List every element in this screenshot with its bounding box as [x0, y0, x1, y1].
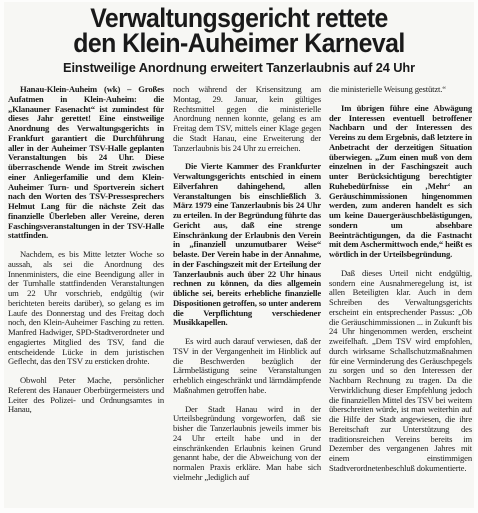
headline [23, 3, 455, 58]
paragraph: Es wird auch darauf verwiesen, daß der TSV in der Vergangenheit im Hinblick auf die Beschwerden bezüglich der Lärmbelästigung seine Veranstaltungen erheblich eingeschränkt und lärmdämpfende Maßnahmen getroffen habe. [173, 336, 321, 395]
paragraph: die ministerielle Weisung gestützt.“ [329, 85, 446, 94]
paragraph: Daß dieses Urteil nicht endgültig, sondern eine Ausnahmeregelung ist, ist allen Beteiligten klar. Auch in dem Schreiben des Verwaltungsgerichts erscheint ein entsprechender Passus: „Ob die Geräuschimmissionen ... in Zukunft bis 24 Uhr hingenommen werden, erscheint zweifelhaft. „Dem TSV wird empfohlen, durch wirksame Schallschutzmaßnahmen für eine Verminderung des Geräuschpegels zu sorgen und so den Interessen der Nachbarn Rechnung zu tragen. Da die Verwirklichung dieser Empfehlung jedoch die finanziellen Mittel des TSV bei weitem überschreiten würde, ist man weiterhin auf die Hilfe der Stadt angewiesen, die ihre Bereitschaft zur Unterstützung des traditionsreichen Vereins bereits im Dezember des vergangenen Jahres mit einem einstimmigen Stadtverordnetenbeschluß dokumentierte. [329, 267, 472, 473]
bold-paragraph: Im übrigen führe eine Abwägung der Interessen eventuell betroffener Nachbarn und der Interessen des Vereins zu dem Ergebnis, daß letztere in Anbetracht der derzeitigen Situation überwiegen. „Zum einen muß von dem einzelnen in der Faschingszeit auch unter Berücksichtigung berechtigter Ruhebedürfnisse ein ‚Mehr‘ an Geräuschimmissionen hingenommen werden, zum anderen handelt es sich um keine Dauergeräuschbelästigungen, sondern um absehbare Beeinträchtigungen, da die Fastnacht mit dem Aschermittwoch ende,“ heißt es wörtlich in der Urteilsbegründung. [329, 102, 472, 259]
paragraph: Obwohl Peter Mache, persönlicher Referent des Hanauer Oberbürgermeisters und Leiter des Polizei- und Ordnungsamtes in Hanau, [8, 375, 164, 415]
headline-line-2: den Klein-Auheimer Karneval [73, 28, 405, 58]
paragraph: noch während der Krisensitzung am Montag, 29. Januar, kein gültiges Rechtsmittel gegen die ministerielle Anordnung nennen konnte, gelang es am Freitag dem TSV, mittels einer Klage gegen die Stadt Hanau, eine Erweiterung der Tanzerlaubnis bis 24 Uhr zu erreichen. [173, 85, 321, 153]
paragraph: Nachdem, es bis Mitte letzter Woche so aussah, als sei die Anordnung des Innenministers, die eine Beendigung aller in der Turnhalle stattfindenden Veranstaltungen um 22 Uhr vorschrieb, endgültig (wir berichteten bereits darüber), so gelang es im Laufe des Donnerstag und des Freitag doch noch, den Klein-Auheimer Fasching zu retten. Manfred Hadwiger, SPD-Stadtverordneter und engagiertes Mitglied des TSV, fand die entscheidende Lücke in dem juristischen Geflecht, das den TSV zu ersticken drohte. [8, 249, 164, 367]
bold-paragraph: Die Vierte Kammer des Frankfurter Verwaltungsgerichts entschied in einem Eilverfahren dahingehend, allen Veranstaltungen bis einschließlich 3. März 1979 eine Tanzerlaubnis bis 24 Uhr zu erteilen. In der Begründung führte das Gericht aus, daß eine strenge Einschränkung der Erlaubnis den Verein in „finanziell unzumutbarer Weise“ belaste. Der Verein habe in der Annahme, in der Faschingszeit mit der Erteilung der Tanzerlaubnis auch über 22 Uhr hinaus rechnen zu können, da dies allgemein übliche sei, bereits erhebliche finanzielle Dispositionen getroffen, so unter anderem die Verpflichtung verschiedener Musikkapellen. [173, 161, 321, 328]
subheadline: Einstweilige Anordnung erweitert Tanzerlaubnis auf 24 Uhr [63, 60, 415, 75]
column-3 [329, 85, 472, 503]
headline-line-1: Verwaltungsgericht rettete [90, 3, 388, 33]
column-1 [8, 85, 164, 505]
newspaper-clipping [4, 2, 474, 508]
lead-paragraph: Hanau-Klein-Auheim (wk) – Großes Aufatmen in Klein-Auheim: die „Klanauner Fasenacht“ ist zumindest für dieses Jahr gerettet! Eine einstweilige Anordnung des Verwaltungsgerichts in Frankfurt garantiert die Durchführung aller in der Auheimer TSV-Halle geplanten Veranstaltungen bis 24 Uhr. Diese überraschende Wende im Streit zwischen einer Anliegerfamilie und dem Klein-Auheimer Turn- und Sportverein sichert nach den Worten des TSV-Pressesprechers Helmut Lang für die nächste Zeit das finanzielle Überleben aller Vereine, deren Faschingsveranstaltungen in der TSV-Halle stattfinden. [8, 85, 164, 241]
column-2 [173, 85, 321, 503]
paragraph: Der Stadt Hanau wird in der Urteilsbegründung vorgeworfen, daß sie bisher die Tanzerlaubnis jeweils immer bis 24 Uhr erteilt habe und in der einschränkenden Erlaubnis keinen Grund genannt habe, der die Abweichung von der normalen Praxis erkläre. Man habe sich vielmehr „lediglich auf [173, 403, 321, 482]
